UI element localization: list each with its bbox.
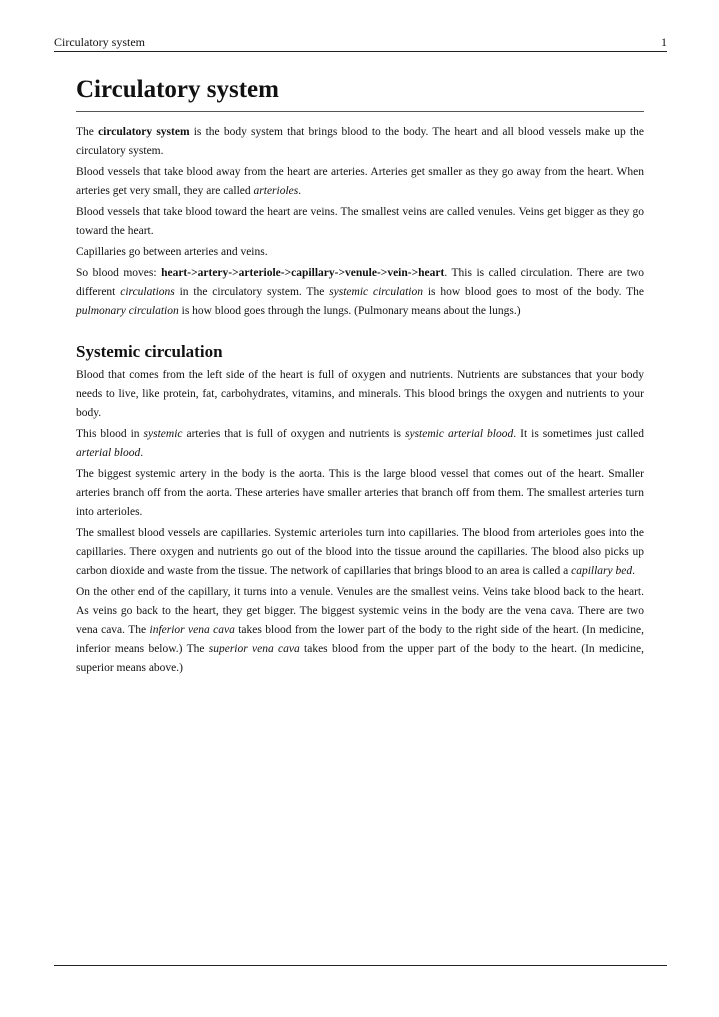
section-heading: Systemic circulation <box>76 342 223 361</box>
italic-text: circulations <box>120 286 175 298</box>
paragraph <box>76 163 644 201</box>
section-paragraphs <box>76 366 644 678</box>
text-run: . <box>632 565 635 577</box>
paragraph <box>76 583 644 678</box>
intro-paragraphs <box>76 123 644 321</box>
text-run: is how blood goes through the lungs. (Pulmonary means about the lungs.) <box>178 305 521 317</box>
text-run: arteries that is full of oxygen and nutrients is <box>182 428 405 440</box>
italic-text: arterial blood <box>76 447 141 459</box>
italic-text: systemic arterial blood <box>405 428 514 440</box>
paragraph <box>76 203 644 241</box>
running-header <box>54 35 667 52</box>
page-title: Circulatory system <box>76 73 644 112</box>
text-run: takes blood from the lower part of the body to the right side of the heart. (In medicine, inferior means below.) The <box>76 624 644 655</box>
italic-text: arterioles <box>253 185 299 197</box>
paragraph <box>76 243 644 262</box>
italic-text: capillary bed <box>571 565 633 577</box>
page-number: 1 <box>661 35 667 49</box>
italic-text: inferior vena cava <box>149 624 235 636</box>
text-run: Blood that comes from the left side of the heart is full of oxygen and nutrients. Nutrients are substances that your body needs to live, like protein, fat, carbohydrates, vitamins, and minerals. This blood brings the oxygen and nutrients to your body. <box>76 369 644 419</box>
article-body <box>76 73 644 680</box>
paragraph <box>76 524 644 581</box>
text-run: . <box>140 447 144 459</box>
paragraph <box>76 264 644 321</box>
footer-rule <box>54 965 667 966</box>
italic-text: systemic circulation <box>329 286 424 298</box>
text-run: So blood moves: <box>76 267 162 279</box>
text-run: . <box>298 185 302 197</box>
running-title: Circulatory system <box>54 35 145 49</box>
text-run: . This is called circulation. There are two different <box>76 267 644 298</box>
italic-text: systemic <box>143 428 183 440</box>
text-run: . It is sometimes just called <box>513 428 644 440</box>
bold-text: heart->artery->arteriole->capillary->venule->vein->heart <box>161 267 445 279</box>
text-run: in the circulatory system. The <box>174 286 330 298</box>
paragraph <box>76 465 644 522</box>
paragraph <box>76 425 644 463</box>
text-run: The biggest systemic artery in the body is the aorta. This is the large blood vessel that comes out of the heart. Smaller arteries branch off from the aorta. These arteries have smaller arteries that branch off from them. The smallest arteries turn into arterioles. <box>76 468 644 518</box>
text-run: Capillaries go between arteries and veins. <box>76 246 268 258</box>
text-run: is how blood goes to most of the body. The <box>423 286 645 298</box>
text-run: takes blood from the upper part of the body to the heart. (In medicine, superior means above.) <box>76 643 644 674</box>
text-run: Blood vessels that take blood away from the heart are arteries. Arteries get smaller as they go away from the heart. When arteries get very small, they are called <box>76 166 644 197</box>
italic-text: pulmonary circulation <box>76 305 179 317</box>
paragraph <box>76 123 644 161</box>
text-run: The smallest blood vessels are capillaries. Systemic arterioles turn into capillaries. The blood from arterioles goes into the capillaries. There oxygen and nutrients go out of the blood into the tissue around the capillaries. The blood also picks up carbon dioxide and waste from the tissue. The network of capillaries that brings blood to an area is called a <box>76 527 644 577</box>
text-run: This blood in <box>76 428 144 440</box>
paragraph <box>76 366 644 423</box>
bold-text: circulatory system <box>98 126 190 138</box>
text-run: Blood vessels that take blood toward the heart are veins. The smallest veins are called venules. Veins get bigger as they go toward the heart. <box>76 206 644 237</box>
text-run: The <box>76 126 99 138</box>
text-run: On the other end of the capillary, it turns into a venule. Venules are the smallest veins. Veins take blood back to the heart. As veins go back to the heart, they get bigger. The biggest systemic veins in the body are the vena cava. There are two vena cava. The <box>76 586 644 636</box>
text-run: is the body system that brings blood to the body. The heart and all blood vessels make up the circulatory system. <box>76 126 644 157</box>
italic-text: superior vena cava <box>208 643 300 655</box>
